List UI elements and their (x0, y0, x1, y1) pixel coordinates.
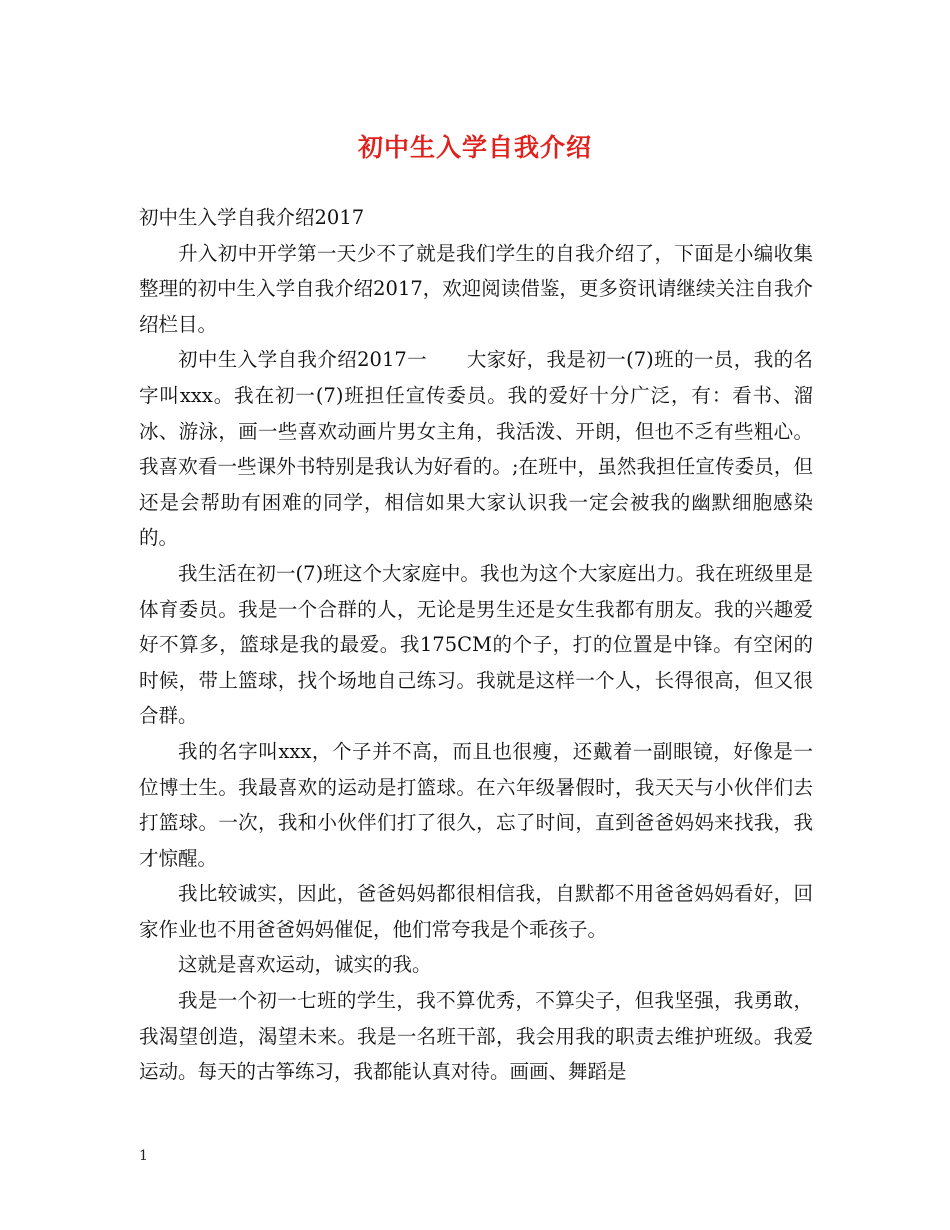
document-subtitle: 初中生入学自我介绍2017 (139, 206, 365, 229)
paragraph: 我比较诚实，因此，爸爸妈妈都很相信我，自默都不用爸爸妈妈看好，回家作业也不用爸爸妈妈催促，他们常夸我是个乖孩子。 (139, 882, 813, 941)
paragraph: 这就是喜欢运动，诚实的我。 (178, 953, 432, 977)
document-title: 初中生入学自我介绍 (357, 133, 592, 162)
page-number: 1 (139, 1148, 148, 1164)
paragraph: 我的名字叫xxx，个子并不高，而且也很瘦，还戴着一副眼镜，好像是一位博士生。我最喜欢的运动是打篮球。在六年级暑假时，我天天与小伙伴们去打篮球。一次，我和小伙伴们打了很久，忘了时间，直到爸爸妈妈来找我，我才惊醒。 (139, 739, 813, 870)
paragraph: 我生活在初一(7)班这个大家庭中。我也为这个大家庭出力。我在班级里是体育委员。我是一个合群的人，无论是男生还是女生我都有朋友。我的兴趣爱好不算多，篮球是我的最爱。我175CM的个子，打的位置是中锋。有空闲的时候，带上篮球，找个场地自己练习。我就是这样一个人，长得很高，但又很合群。 (139, 561, 813, 728)
paragraph: 升入初中开学第一天少不了就是我们学生的自我介绍了，下面是小编收集整理的初中生入学自我介绍2017，欢迎阅读借鉴，更多资讯请继续关注自我介绍栏目。 (139, 241, 813, 336)
paragraph: 我是一个初一七班的学生，我不算优秀，不算尖子，但我坚强，我勇敢，我渴望创造，渴望未来。我是一名班干部，我会用我的职责去维护班级。我爱运动。每天的古筝练习，我都能认真对待。画画、舞蹈是 (139, 989, 813, 1084)
paragraph: 初中生入学自我介绍2017一 大家好，我是初一(7)班的一员，我的名字叫xxx。我在初一(7)班担任宣传委员。我的爱好十分广泛，有：看书、溜冰、游泳，画一些喜欢动画片男女主角，我活泼、开朗，但也不乏有些粗心。我喜欢看一些课外书特别是我认为好看的。;在班中，虽然我担任宣传委员，但还是会帮助有困难的同学，相信如果大家认识我一定会被我的幽默细胞感染的。 (139, 348, 813, 550)
document-body (139, 200, 813, 1090)
